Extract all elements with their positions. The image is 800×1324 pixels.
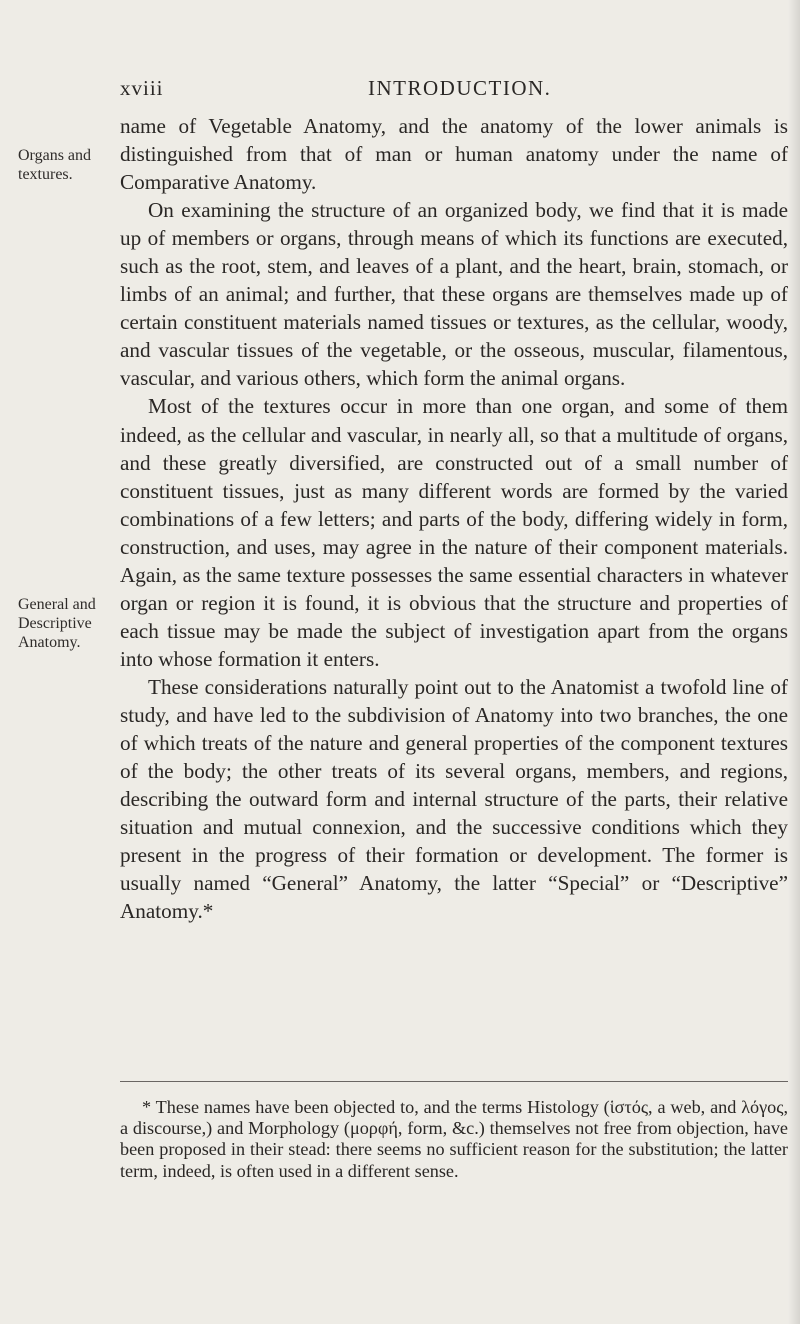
sidenote-line: textures. (18, 166, 73, 183)
page-edge-shadow (788, 0, 800, 1324)
paragraph-textures: Most of the textures occur in more than one organ, and some of them indeed, as the cellular and vascular, in nearly all, so that a multitude of organs, and these greatly diversified, are constructed out of a small number of constituent tissues, just as many different words are formed by the varied combinations of a few letters; and parts of the body, differing widely in form, construction, and uses, may agree in the nature of their component materials. Again, as the same texture possesses the same essential characters in whatever organ or region it is found, it is obvious that the structure and properties of each tissue may be made the subject of investigation apart from the organs into whose formation it enters. (120, 394, 788, 671)
sidenote-line: Anatomy. (18, 634, 81, 651)
footnote (120, 1097, 788, 1182)
footnote-text: * These names have been objected to, and the terms Histology (ἱστός, a web, and λόγος, a discourse,) and Morphology (μορφή, form, &c.) themselves not free from objection, have been proposed in their stead: there seems no sufficient reason for the substitution; the latter term, indeed, is often used in a different sense. (120, 1097, 788, 1181)
footnote-rule (120, 1081, 788, 1082)
sidenote-line: Descriptive (18, 615, 92, 632)
paragraph-organs: On examining the structure of an organized body, we find that it is made up of members or organs, through means of which its functions are executed, such as the root, stem, and leaves of a plant, and the heart, brain, stomach, or limbs of an animal; and further, that these organs are themselves made up of certain constituent materials named tissues or textures, as the cellular, woody, and vascular tissues of the vegetable, or the osseous, muscular, filamentous, vascular, and various others, which form the animal organs. (120, 198, 788, 391)
paragraph-continued: name of Vegetable Anatomy, and the anatomy of the lower animals is distinguished from that of man or human anatomy under the name of Comparative Anatomy. (120, 114, 788, 195)
sidenote-general-and-descriptive-anatomy (18, 595, 118, 652)
sidenote-organs-and-textures (18, 146, 118, 184)
sidenote-line: Organs and (18, 147, 92, 164)
running-title: INTRODUCTION. (368, 76, 552, 100)
running-header (120, 76, 780, 106)
paragraph-branches: These considerations naturally point out to the Anatomist a twofold line of study, and have led to the subdivision of Anatomy into two branches, the one of which treats of the nature and general properties of the component textures of the body; the other treats of its several organs, members, and regions, describing the outward form and internal structure of the parts, their relative situation and mutual connexion, and the successive conditions which they present in the progress of their formation or development. The former is usually named “General” Anatomy, the latter “Special” or “Descriptive” Anatomy.* (120, 674, 788, 924)
sidenote-line: General and (18, 596, 96, 613)
page-number: xviii (120, 76, 164, 100)
body-text (120, 112, 788, 925)
